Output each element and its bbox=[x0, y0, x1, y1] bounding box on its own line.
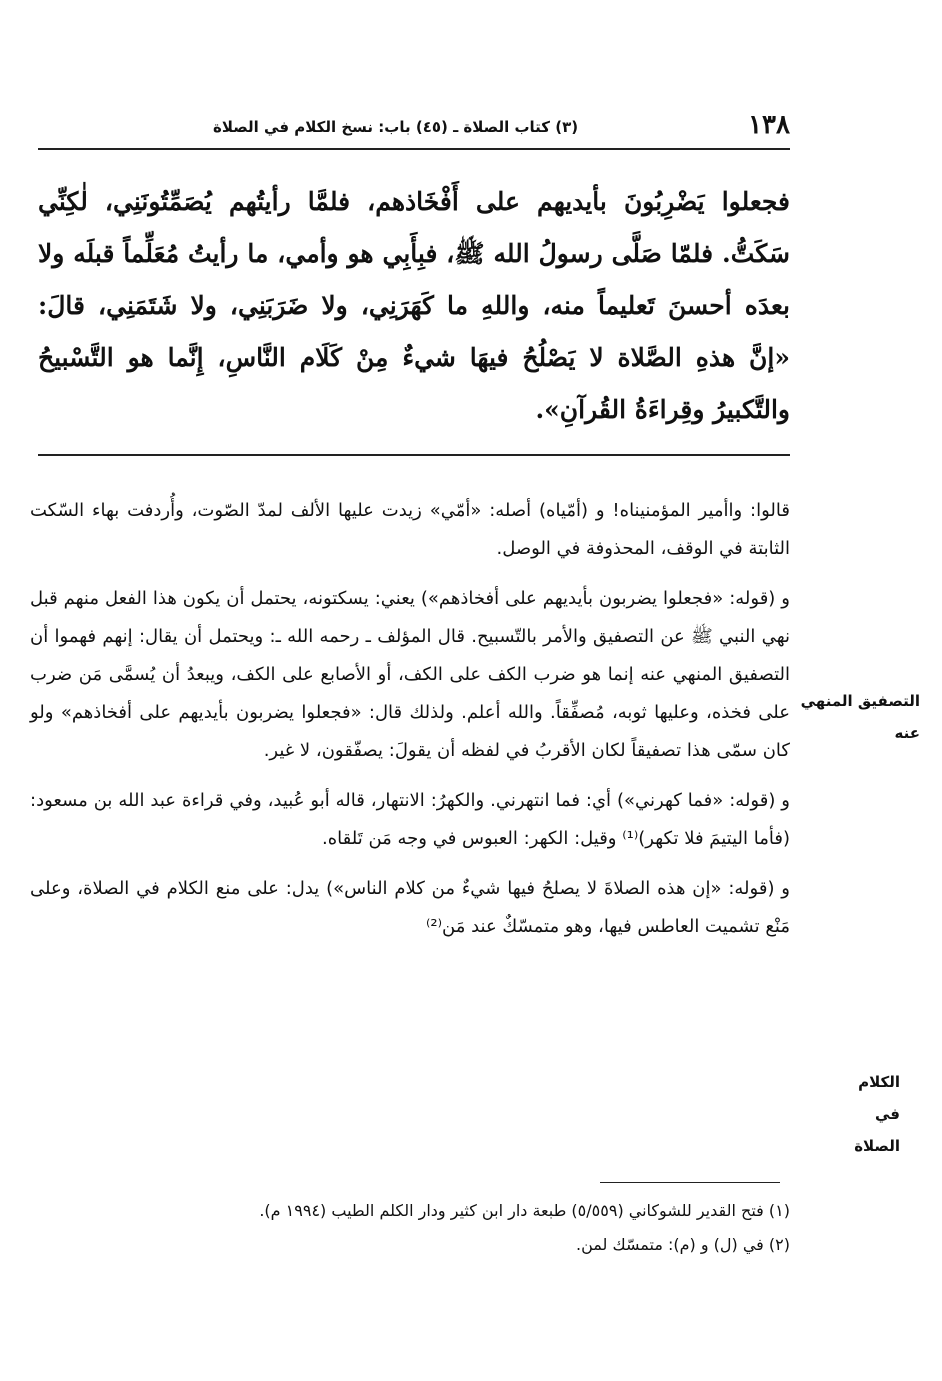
footnote: (١) فتح القدير للشوكاني (٥/٥٥٩) طبعة دار ابن كثير ودار الكلم الطيب (١٩٩٤ م). bbox=[259, 1201, 790, 1220]
footnotes bbox=[60, 1194, 790, 1262]
commentary-paragraph: و (قوله: «فما كهرني») أي: فما انتهرني. والكهرُ: الانتهار، قاله أبو عُبيد، وفي قراءة عبد الله بن مسعود: (فأما اليتيمَ فلا تكهر)⁽¹⁾ وقيل: الكهر: العبوس في وجه مَن تَلقاه. bbox=[30, 790, 790, 849]
margin-note-speech: الكلام في الصلاة bbox=[854, 1073, 900, 1155]
commentary-paragraph: و (قوله: «إن هذه الصلاةَ لا يصلحُ فيها شيءٌ من كلام الناس») يدل: على منع الكلام في الصلاة، وعلى مَنْع تشميت العاطس فيها، وهو متمسّكٌ عند مَن⁽²⁾ bbox=[30, 878, 790, 937]
hadith-text: فجعلوا يَضْرِبُونَ بأيديهم على أَفْخَاذهم، فلمَّا رأيتُهم يُصَمِّتُونَنِي، لٰكِنِّي سَكَتُّ. فلمّا صَلَّى رسولُ الله ﷺ، فبِأَبِي هو وأمي، ما رأيتُ مُعَلِّماً قبلَه ولا بعدَه أحسنَ تَعليماً منه، واللهِ ما كَهَرَنِي، ولا ضَرَبَنِي، ولا شَتَمَنِي، قالَ: «إنَّ هذهِ الصَّلاة لا يَصْلُحُ فيهَا شيءٌ مِنْ كَلَام النَّاسِ، إِنَّما هو التَّسْبيحُ والتَّكبيرُ وقِراءَةُ القُرآنِ». bbox=[38, 187, 790, 424]
page-number: ١٣٨ bbox=[748, 110, 790, 140]
footnote: (٢) في (ل) و (م): متمسّك لمن. bbox=[576, 1235, 790, 1254]
footnote-rule bbox=[600, 1182, 780, 1183]
page-header bbox=[38, 108, 790, 150]
section-divider bbox=[38, 454, 790, 456]
commentary-paragraph: و (قوله: «فجعلوا يضربون بأيديهم على أفخاذهم») يعني: يسكتونه، يحتمل أن يكون هذا الفعل منهم قبل نهي النبي ﷺ عن التصفيق والأمر بالتّسبيح. قال المؤلف ـ رحمه الله ـ: ويحتمل أن يقال: إنهم فهموا أن التصفيق المنهي عنه إنما هو ضرب الكف على الكف، أو الأصابع على الكف، ويبعدُ أن يُسمَّى مَن ضرب على فخذه، وعليها ثوبه، مُصفِّقاً. والله أعلم. ولذلك قال: «فجعلوا يضربون بأيديهم على أفخاذهم» ولو كان سمّى هذا تصفيقاً لكان الأقربُ في لفظه أن يقولَ: يصفّقون، لا غير. bbox=[30, 588, 790, 761]
commentary bbox=[30, 492, 790, 958]
commentary-paragraph: قالوا: واأمير المؤمنيناه! و (أمّياه) أصله: «أمّي» زيدت عليها الألف لمدّ الصّوت، وأُردفت بهاء السّكت الثابتة في الوقف، المحذوفة في الوصل. bbox=[30, 500, 790, 559]
margin-note-clapping: التصفيق المنهي عنه bbox=[800, 692, 920, 742]
running-title: (٣) كتاب الصلاة ـ (٤٥) باب: نسخ الكلام في الصلاة bbox=[213, 118, 579, 136]
